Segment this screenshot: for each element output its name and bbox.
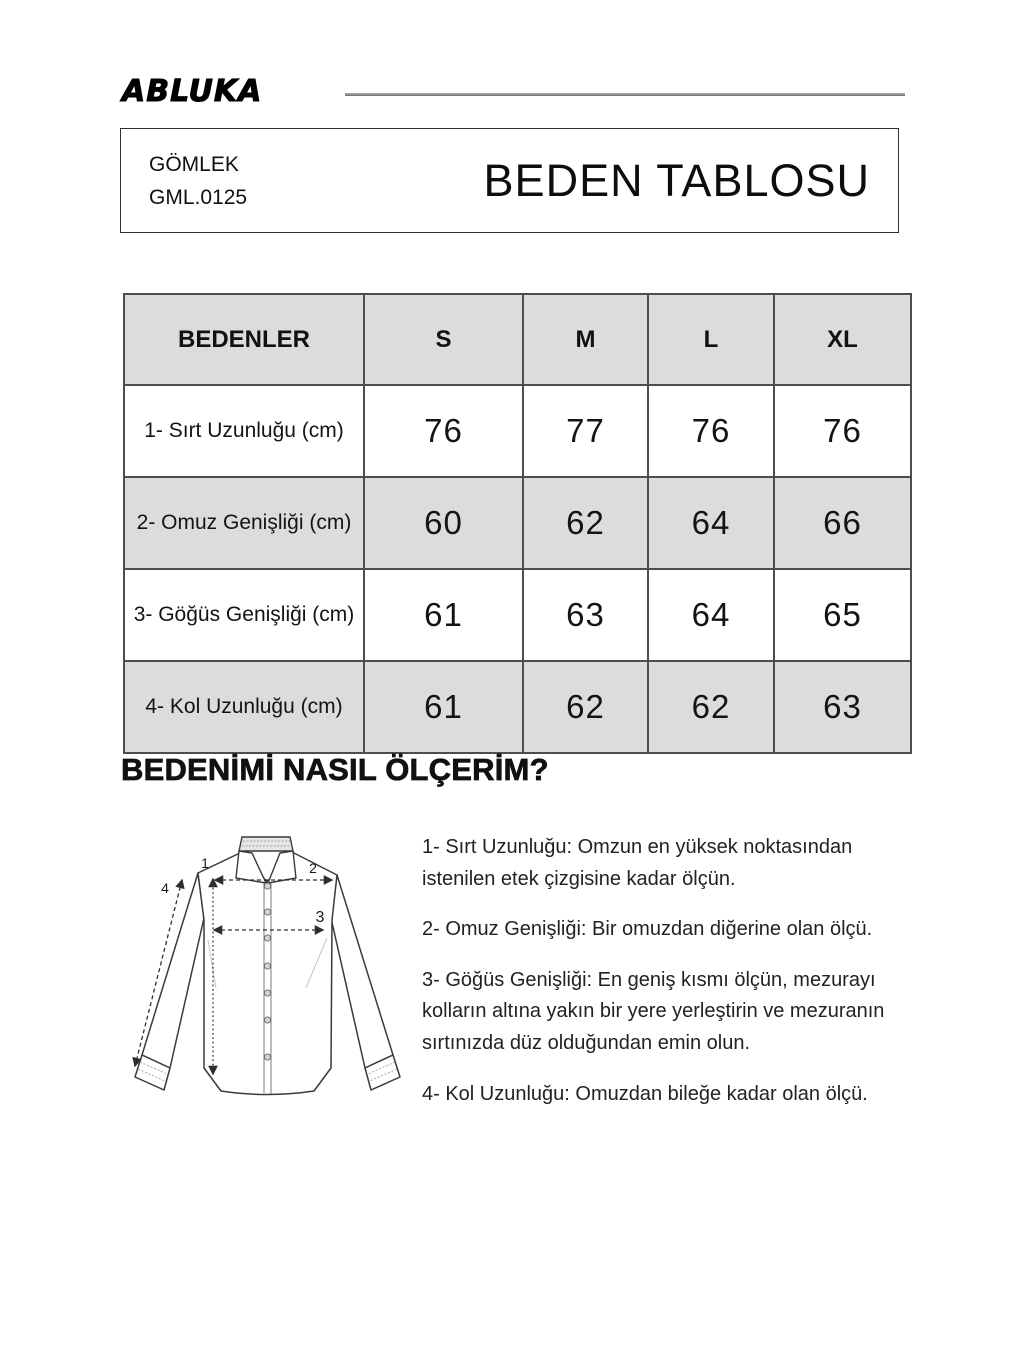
measurement-value: 63 — [523, 569, 648, 661]
size-table-header-row — [124, 294, 911, 385]
shirt-collar — [236, 837, 296, 883]
header-divider-line — [345, 93, 905, 96]
table-row-sleeve-length — [124, 661, 911, 753]
col-header-size-s: S — [364, 294, 523, 385]
measurement-value: 76 — [648, 385, 774, 477]
measurement-value: 64 — [648, 477, 774, 569]
measurement-value: 65 — [774, 569, 911, 661]
measurement-label: 3- Göğüs Genişliği (cm) — [124, 569, 364, 661]
measurement-label: 4- Kol Uzunluğu (cm) — [124, 661, 364, 753]
measurement-value: 62 — [523, 477, 648, 569]
shirt-measurement-diagram-icon — [120, 820, 420, 1120]
measure-instructions — [422, 832, 904, 1129]
product-code: GML.0125 — [149, 185, 248, 209]
measurement-value: 61 — [364, 569, 523, 661]
measurement-label: 1- Sırt Uzunluğu (cm) — [124, 385, 364, 477]
measurement-value: 63 — [774, 661, 911, 753]
table-row-chest-width — [124, 569, 911, 661]
table-row-shoulder-width — [124, 477, 911, 569]
measurement-label: 2- Omuz Genişliği (cm) — [124, 477, 364, 569]
measurement-value: 66 — [774, 477, 911, 569]
product-info-box — [120, 128, 899, 233]
instruction-back-length: 1- Sırt Uzunluğu: Omzun en yüksek noktasından istenilen etek çizgisine kadar ölçün. — [422, 836, 853, 890]
col-header-size-l: L — [648, 294, 774, 385]
measurement-value: 77 — [523, 385, 648, 477]
measurement-value: 76 — [364, 385, 523, 477]
col-header-size-m: M — [523, 294, 648, 385]
measurement-value: 62 — [523, 661, 648, 753]
col-header-size-xl: XL — [774, 294, 911, 385]
arrow-label-2: 2 — [309, 860, 317, 876]
measure-guide-heading: BEDENİMİ NASIL ÖLÇERİM? — [121, 752, 549, 787]
measurement-value: 62 — [648, 661, 774, 753]
col-header-bedenler: BEDENLER — [124, 294, 364, 385]
measurement-value: 64 — [648, 569, 774, 661]
brand-logo: ABLUKA — [122, 73, 263, 110]
table-row-back-length — [124, 385, 911, 477]
arrow-label-1: 1 — [201, 855, 209, 871]
product-info — [149, 154, 247, 208]
measurement-value: 61 — [364, 661, 523, 753]
instruction-shoulder-width: 2- Omuz Genişliği: Bir omuzdan diğerine olan ölçü. — [422, 918, 873, 941]
measurement-value: 60 — [364, 477, 523, 569]
product-type: GÖMLEK — [149, 152, 239, 176]
page-title: BEDEN TABLOSU — [483, 154, 870, 206]
arrow-label-4: 4 — [161, 880, 169, 896]
arrow-label-3: 3 — [315, 909, 325, 926]
instruction-sleeve-length: 4- Kol Uzunluğu: Omuzdan bileğe kadar olan ölçü. — [422, 1082, 868, 1105]
size-table — [123, 293, 912, 754]
instruction-chest-width: 3- Göğüs Genişliği: En geniş kısmı ölçün, mezurayı kolların altına yakın bir yere yerleştirin ve mezuranın sırtınızda düz olduğundan emin olun. — [422, 968, 885, 1054]
measurement-value: 76 — [774, 385, 911, 477]
